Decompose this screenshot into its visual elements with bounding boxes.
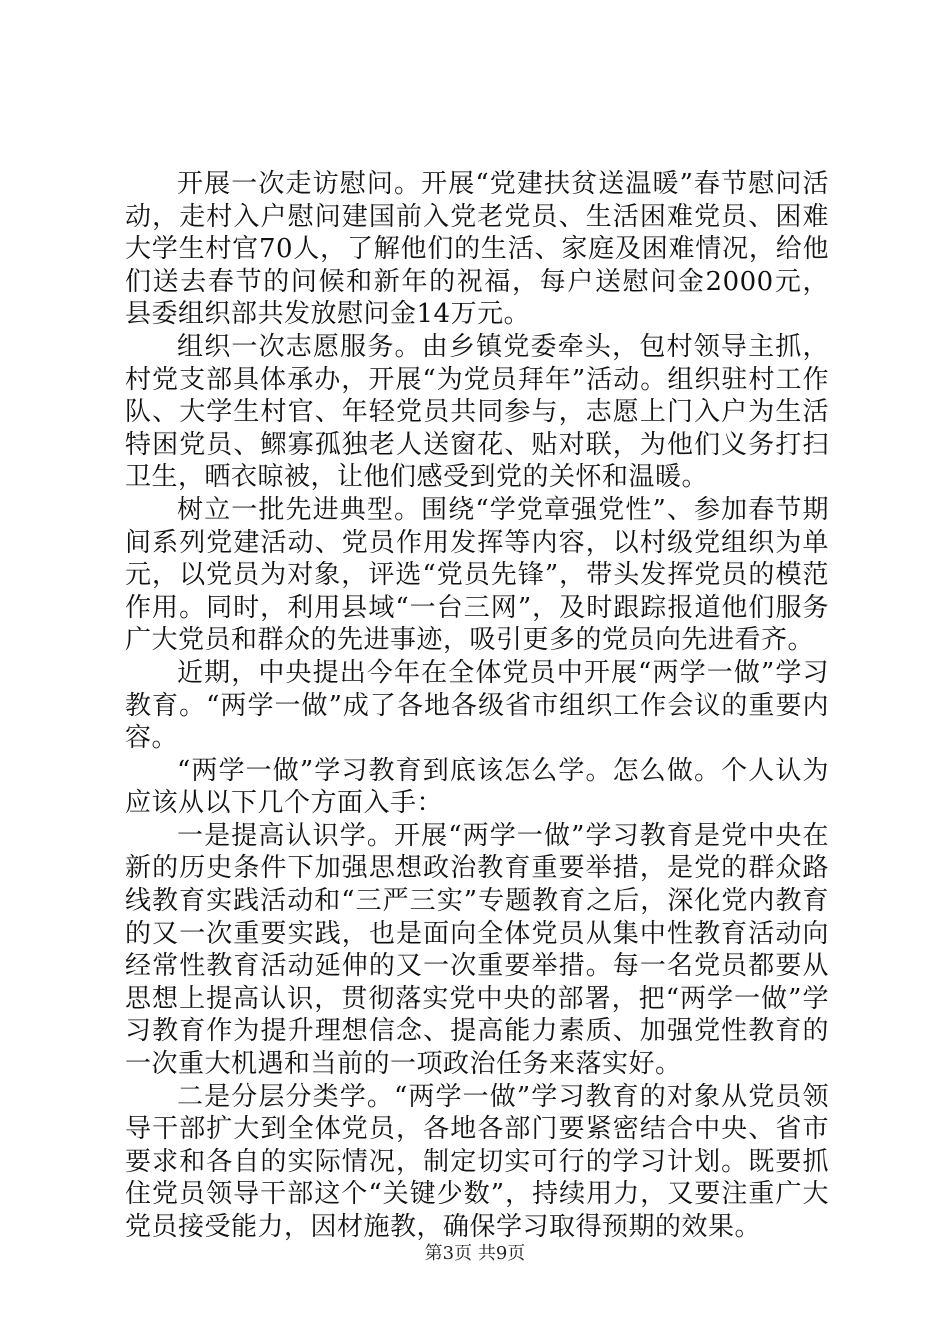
- paragraph-how: “两学一做”学习教育到底该怎么学。怎么做。个人认为应该从以下几个方面入手：: [125, 755, 829, 819]
- paragraph-volunteer: 组织一次志愿服务。由乡镇党委牵头，包村领导主抓，村党支部具体承办，开展“为党员拜年”活动。组织驻村工作队、大学生村官、年轻党员共同参与，志愿上门入户为生活特困党员、鳏寡孤独老人送窗花、贴对联，为他们义务打扫卫生，晒衣晾被，让他们感受到党的关怀和温暖。: [125, 331, 829, 493]
- document-body: [125, 168, 829, 1244]
- paragraph-recent: 近期，中央提出今年在全体党员中开展“两学一做”学习教育。“两学一做”成了各地各级省市组织工作会议的重要内容。: [125, 657, 829, 754]
- paragraph-point-two: 二是分层分类学。“两学一做”学习教育的对象从党员领导干部扩大到全体党员，各地各部门要紧密结合中央、省市要求和各自的实际情况，制定切实可行的学习计划。既要抓住党员领导干部这个“关键少数”，持续用力，又要注重广大党员接受能力，因材施教，确保学习取得预期的效果。: [125, 1081, 829, 1242]
- page-footer: 第3页 共9页: [424, 1243, 526, 1264]
- paragraph-visit: 开展一次走访慰问。开展“党建扶贫送温暖”春节慰问活动，走村入户慰问建国前入党老党员、生活困难党员、困难大学生村官70人，了解他们的生活、家庭及困难情况，给他们送去春节的问候和新年的祝福，每户送慰问金2000元，县委组织部共发放慰问金14万元。: [125, 169, 829, 330]
- paragraph-point-one: 一是提高认识学。开展“两学一做”学习教育是党中央在新的历史条件下加强思想政治教育重要举措，是党的群众路线教育实践活动和“三严三实”专题教育之后，深化党内教育的又一次重要实践，也是面向全体党员从集中性教育活动向经常性教育活动延伸的又一次重要举措。每一名党员都要从思想上提高认识，贯彻落实党中央的部署，把“两学一做”学习教育作为提升理想信念、提高能力素质、加强党性教育的一次重大机遇和当前的一项政治任务来落实好。: [125, 820, 829, 1080]
- paragraph-model: 树立一批先进典型。围绕“学党章强党性”、参加春节期间系列党建活动、党员作用发挥等内容，以村级党组织为单元，以党员为对象，评选“党员先锋”，带头发挥党员的模范作用。同时，利用县域“一台三网”，及时跟踪报道他们服务广大党员和群众的先进事迹，吸引更多的党员向先进看齐。: [125, 494, 829, 656]
